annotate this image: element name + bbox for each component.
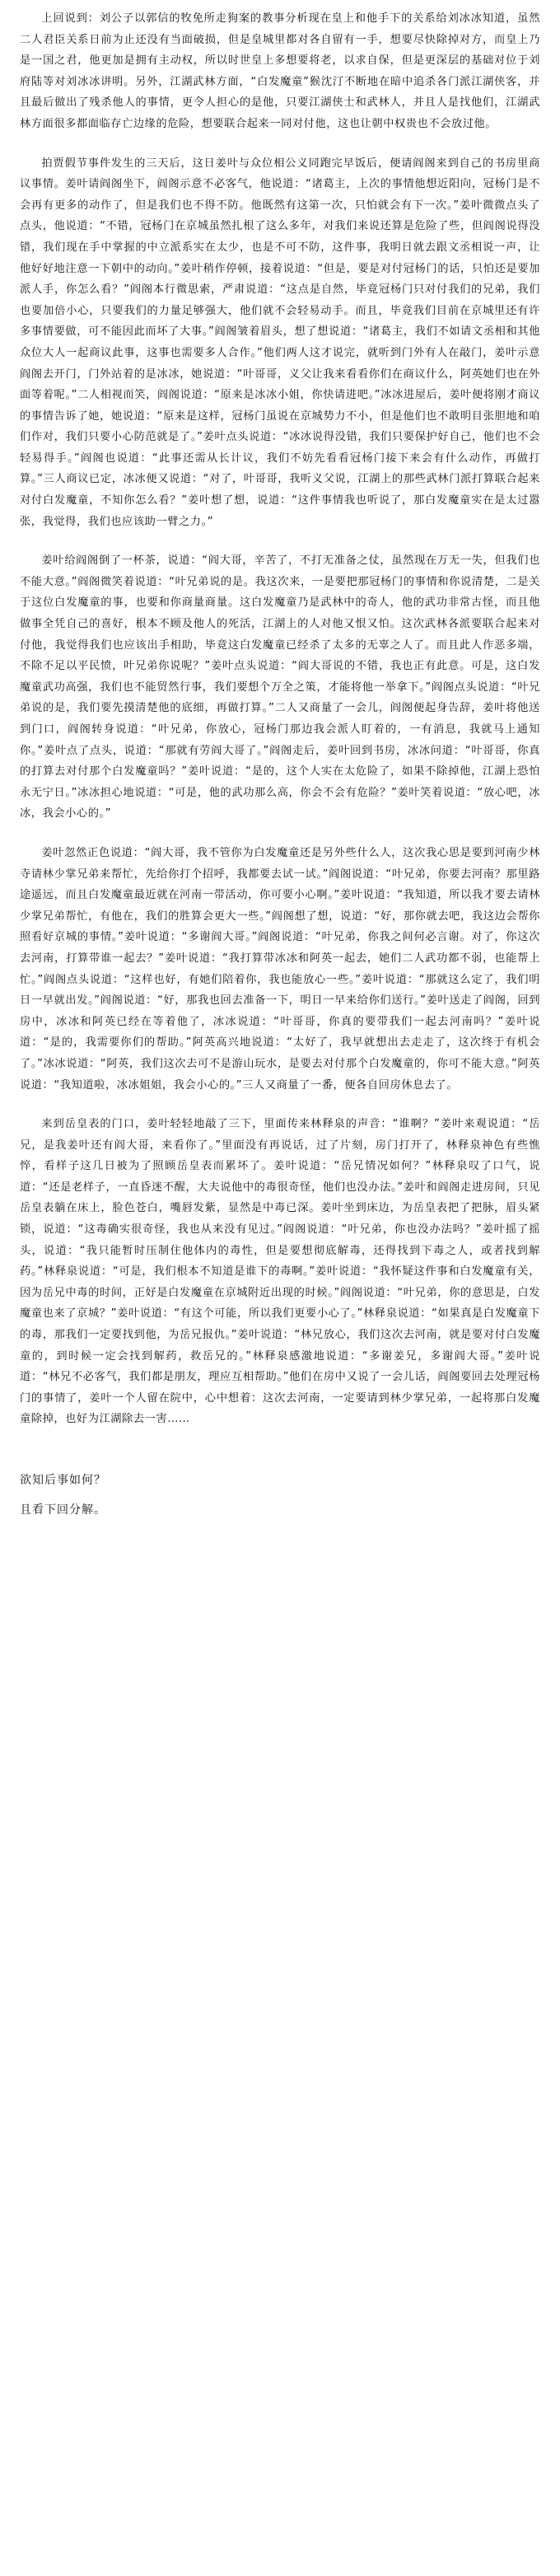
- chapter-closing: [20, 1470, 540, 1521]
- closing-next-chapter: 且看下回分解。: [20, 1503, 106, 1517]
- paragraph-visit-yue: 来到岳皇表的门口，姜叶轻轻地敲了三下，里面传来林释泉的声音：“谁啊？”姜叶来观说道：“岳兄，是我姜叶还有阎大哥，来看你了。”里面没有再说话，过了片刻，房门打开了，林释泉神色有些憔悴，看样子这几日被为了照顾岳皇表而累坏了。姜叶说道：“岳兄情况如何？”林释泉叹了口气，说道：“还是老样子，一直昏迷不醒，大夫说他中的毒很奇怪，他们也没办法。”姜叶和阎阁走进房间，只见岳皇表躺在床上，脸色苍白，嘴唇发紫，显然是中毒已深。姜叶坐到床边，为岳皇表把了把脉，眉头紧锁，说道：“这毒确实很奇怪，我也从来没有见过。”阎阁说道：“叶兄弟，你也没办法吗？”姜叶摇了摇头，说道：“我只能暂时压制住他体内的毒性，但是要想彻底解毒，还得找到下毒之人，或者找到解药。”林释泉说道：“可是，我们根本不知道是谁下的毒啊。”姜叶说道：“我怀疑这件事和白发魔童有关，因为岳兄中毒的时间，正好是白发魔童在京城附近出现的时候。”阎阁说道：“叶兄弟，你的意思是，白发魔童也来了京城？”姜叶说道：“有这个可能，所以我们更要小心了。”林释泉说道：“如果真是白发魔童下的毒，那我们一定要找到他，为岳兄报仇。”姜叶说道：“林兄放心，我们这次去河南，就是要对付白发魔童的，到时候一定会找到解药，救岳兄的。”林释泉感激地说道：“多谢姜兄，多谢阎大哥。”姜叶说道：“林兄不必客气，我们都是朋友，理应互相帮助。”他们在房中又说了一会儿话，阎阁要回去处理冠杨门的事情了，姜叶一个人留在院中，心中想着：这次去河南，一定要请到林少掌兄弟，一起将那白发魔童除掉，也好为江湖除去一害……: [20, 1118, 540, 1426]
- closing-question: 欲知后事如何？: [20, 1474, 106, 1487]
- paragraph-tea-conversation: 姜叶给阎阁倒了一杯茶，说道：“阎大哥，辛苦了，不打无准备之仗，虽然现在万无一失，但我们也不能大意。”阎阁微笑着说道：“叶兄弟说的是。我这次来，一是要把那冠杨门的事情和你说清楚，二是关于这位白发魔童的事，也要和你商量商量。这白发魔童乃是武林中的奇人，他的武功非常古怪，而且他做事全凭自己的喜好，根本不顾及他人的死活，江湖上的人对他又恨又怕。这次武林各派要联合起来对付他，我觉得我们也应该出手相助，毕竟这白发魔童已经杀了太多的无辜之人了。而且此人作恶多端，不除不足以平民愤，叶兄弟你说呢？”姜叶点头说道：“阎大哥说的不错，我也正有此意。可是，这白发魔童武功高强，我们也不能贸然行事，我们要想个万全之策，才能将他一举拿下。”阎阁点头说道：“叶兄弟说的是，我们要先摸清楚他的底细，再做打算。”二人又商量了一会儿，阎阁便起身告辞，姜叶将他送到门口，阎阁转身说道：“叶兄弟，你放心，冠杨门那边我会派人盯着的，一有消息，我就马上通知你。”姜叶点了点头，说道：“那就有劳阎大哥了。”阎阁走后，姜叶回到书房，冰冰问道：“叶哥哥，你真的打算去对付那个白发魔童吗？”姜叶说道：“是的，这个人实在太危险了，如果不除掉他，江湖上恐怕永无宁日。”冰冰担心地说道：“可是，他的武功那么高，你会不会有危险？”姜叶笑着说道：“放心吧，冰冰，我会小心的。”: [20, 554, 540, 820]
- paragraph-study-discussion: 拍贾假节事件发生的三天后，这日姜叶与众位相公义同跑完早饭后，便请阎阁来到自己的书房里商议事情。姜叶请阎阁坐下，阎阁示意不必客气，他说道：“诸葛主，上次的事情他想近阳向，冠杨门是不会再有更多的动作了，但是我们也不得不防。他既然有这第一次，只怕就会有下一次。”姜叶微微点头了点头，他说道：“不错，冠杨门在京城虽然扎根了这么多年，对我们来说还算是危险了些，但阎阁说得没错，我们现在手中掌握的中立派系实在太少，也是不可不防，这件事，我明日就去跟文丞相说一声，让他好好地注意一下朝中的动向。”姜叶稍作停顿，接着说道：“但是，要是对付冠杨门的话，只怕还是要加派人手，你怎么看？”阎阁本行微思索，严肃说道：“这点是自然，毕竟冠杨门只对付我们的兄弟，我们也要加倍小心，只要我们的力量足够强大，他们就不会轻易动手。而且，毕竟我们目前在京城里还有许多事情要做，可不能因此而坏了大事。”阎阁皱着眉头，想了想说道：“诸葛主，我们不如请文丞相和其他众位大人一起商议此事，这事也需要多人合作。”他们两人这才说完，就听到门外有人在敲门，姜叶示意阎阁去开门，门外站着的是冰冰，她说道：“叶哥哥，义父让我来看看你们在商议什么，阿英她们也在外面等着呢。”二人相视而笑，阎阁说道：“原来是冰冰小姐，你快请进吧。”冰冰进屋后，姜叶便将刚才商议的事情告诉了她，她说道：“原来是这样，冠杨门虽说在京城势力不小，但是他们也不敢明目张胆地和咱们作对，我们只要小心防范就是了。”姜叶点头说道：“冰冰说得没错，我们只要保护好自己，他们也不会轻易得手。”阎阁也说道：“此事还需从长计议，我们不妨先看看冠杨门接下来会有什么动作，再做打算。”三人商议已定，冰冰便又说道：“对了，叶哥哥，我听义父说，江湖上的那些武林门派打算联合起来对付白发魔童，不知你怎么看？”姜叶想了想，说道：“这件事情我也听说了，那白发魔童实在是太过嚣张，我觉得，我们也应该助一臂之力。”: [20, 157, 540, 528]
- paragraph-henan-plan: 姜叶忽然正色说道：“阎大哥，我不管你为白发魔童还是另外些什么人，这次我心思是要到河南少林寺请林少掌兄弟来帮忙，先给你打个招呼，我都要去试一试。”阎阁说道：“叶兄弟，你要去河南？那里路途遥远，而且白发魔童最近就在河南一带活动，你可要小心啊。”姜叶说道：“我知道，所以我才要去请林少掌兄弟帮忙，有他在，我们的胜算会更大一些。”阎阁想了想，说道：“好，那你就去吧，我这边会帮你照看好京城的事情。”姜叶说道：“多谢阎大哥。”阎阁说道：“叶兄弟，你我之间何必言谢。对了，你这次去河南，打算带谁一起去？”姜叶说道：“我打算带冰冰和阿英一起去，她们二人武功都不弱，也能帮上忙。”阎阁点头说道：“这样也好，有她们陪着你，我也能放心一些。”姜叶说道：“那就这么定了，我们明日一早就出发。”阎阁说道：“好，那我也回去准备一下，明日一早来给你们送行。”姜叶送走了阎阁，回到房中，冰冰和阿英已经在等着他了，冰冰说道：“叶哥哥，你真的要带我们一起去河南吗？”姜叶说道：“是的，我需要你们的帮助。”阿英高兴地说道：“太好了，我早就想出去走走了，这次终于有机会了。”冰冰说道：“阿英，我们这次去可不是游山玩水，是要去对付那个白发魔童的，你可不能大意。”阿英说道：“我知道啦，冰冰姐姐，我会小心的。”三人又商量了一番，便各自回房休息去了。: [20, 846, 540, 1092]
- paragraph-recap: 上回说到：刘公子以郭信的牧免所走狗案的教事分析现在皇上和他手下的关系给刘冰冰知道，虽然二人君臣关系日前为止还没有当面破损，但是皇城里都对各自留有一手，想要尽快除掉对方，而皇上乃是一国之君，他更加是拥有主动权，所以时世皇上多想要将老，以求自保，但是更深层的基础对位于刘府陆等对刘冰冰讲明。另外，江湖武林方面，“白发魔童”猴沈汀不断地在暗中追杀各门派江湖侠客，并且最后做出了残杀他人的事情，更令人担心的是他，只要江湖侠士和武林人，并且人是找他们，江湖武林方面很多都面临存亡边缘的危险，想要联合起来一同对付他，这也让朝中权贵也不会放过他。: [20, 12, 540, 130]
